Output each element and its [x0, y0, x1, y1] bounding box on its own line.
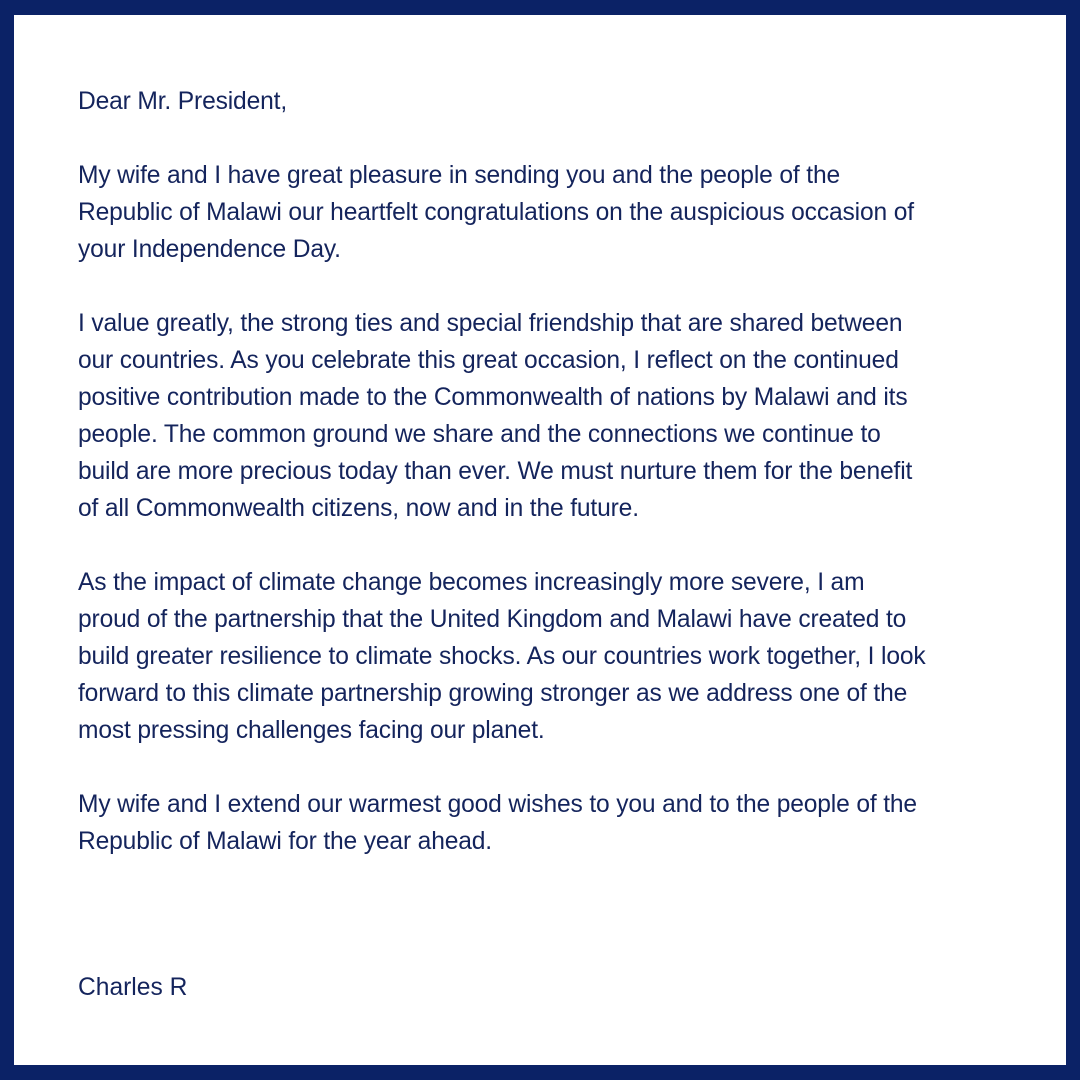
text-line: positive contribution made to the Commonwealth of nations by Malawi and its: [78, 384, 908, 411]
text-line: Republic of Malawi our heartfelt congratulations on the auspicious occasion of: [78, 199, 914, 226]
text-line: your Independence Day.: [78, 236, 341, 263]
paragraph-1: [78, 157, 1038, 268]
text-line: our countries. As you celebrate this great occasion, I reflect on the continued: [78, 347, 899, 374]
text-line: build are more precious today than ever. We must nurture them for the benefit: [78, 458, 913, 485]
text-line: My wife and I extend our warmest good wishes to you and to the people of the: [78, 791, 917, 818]
text-line: Republic of Malawi for the year ahead.: [78, 828, 492, 855]
text-line: My wife and I have great pleasure in sending you and the people of the: [78, 162, 840, 189]
text-line: I value greatly, the strong ties and special friendship that are shared between: [78, 310, 903, 337]
paragraph-4: [78, 786, 1038, 860]
text-line: As the impact of climate change becomes increasingly more severe, I am: [78, 569, 865, 596]
text-line: proud of the partnership that the United Kingdom and Malawi have created to: [78, 606, 907, 633]
text-line: most pressing challenges facing our planet.: [78, 717, 545, 744]
text-line: build greater resilience to climate shocks. As our countries work together, I look: [78, 643, 926, 670]
paragraph-2: [78, 305, 1038, 527]
text-line: people. The common ground we share and the connections we continue to: [78, 421, 881, 448]
text-line: forward to this climate partnership growing stronger as we address one of the: [78, 680, 908, 707]
paragraph-3: [78, 564, 1038, 749]
salutation: Dear Mr. President,: [78, 88, 288, 115]
letter-body: [78, 83, 1038, 897]
text-line: of all Commonwealth citizens, now and in the future.: [78, 495, 639, 522]
signature: Charles R: [78, 974, 188, 1001]
